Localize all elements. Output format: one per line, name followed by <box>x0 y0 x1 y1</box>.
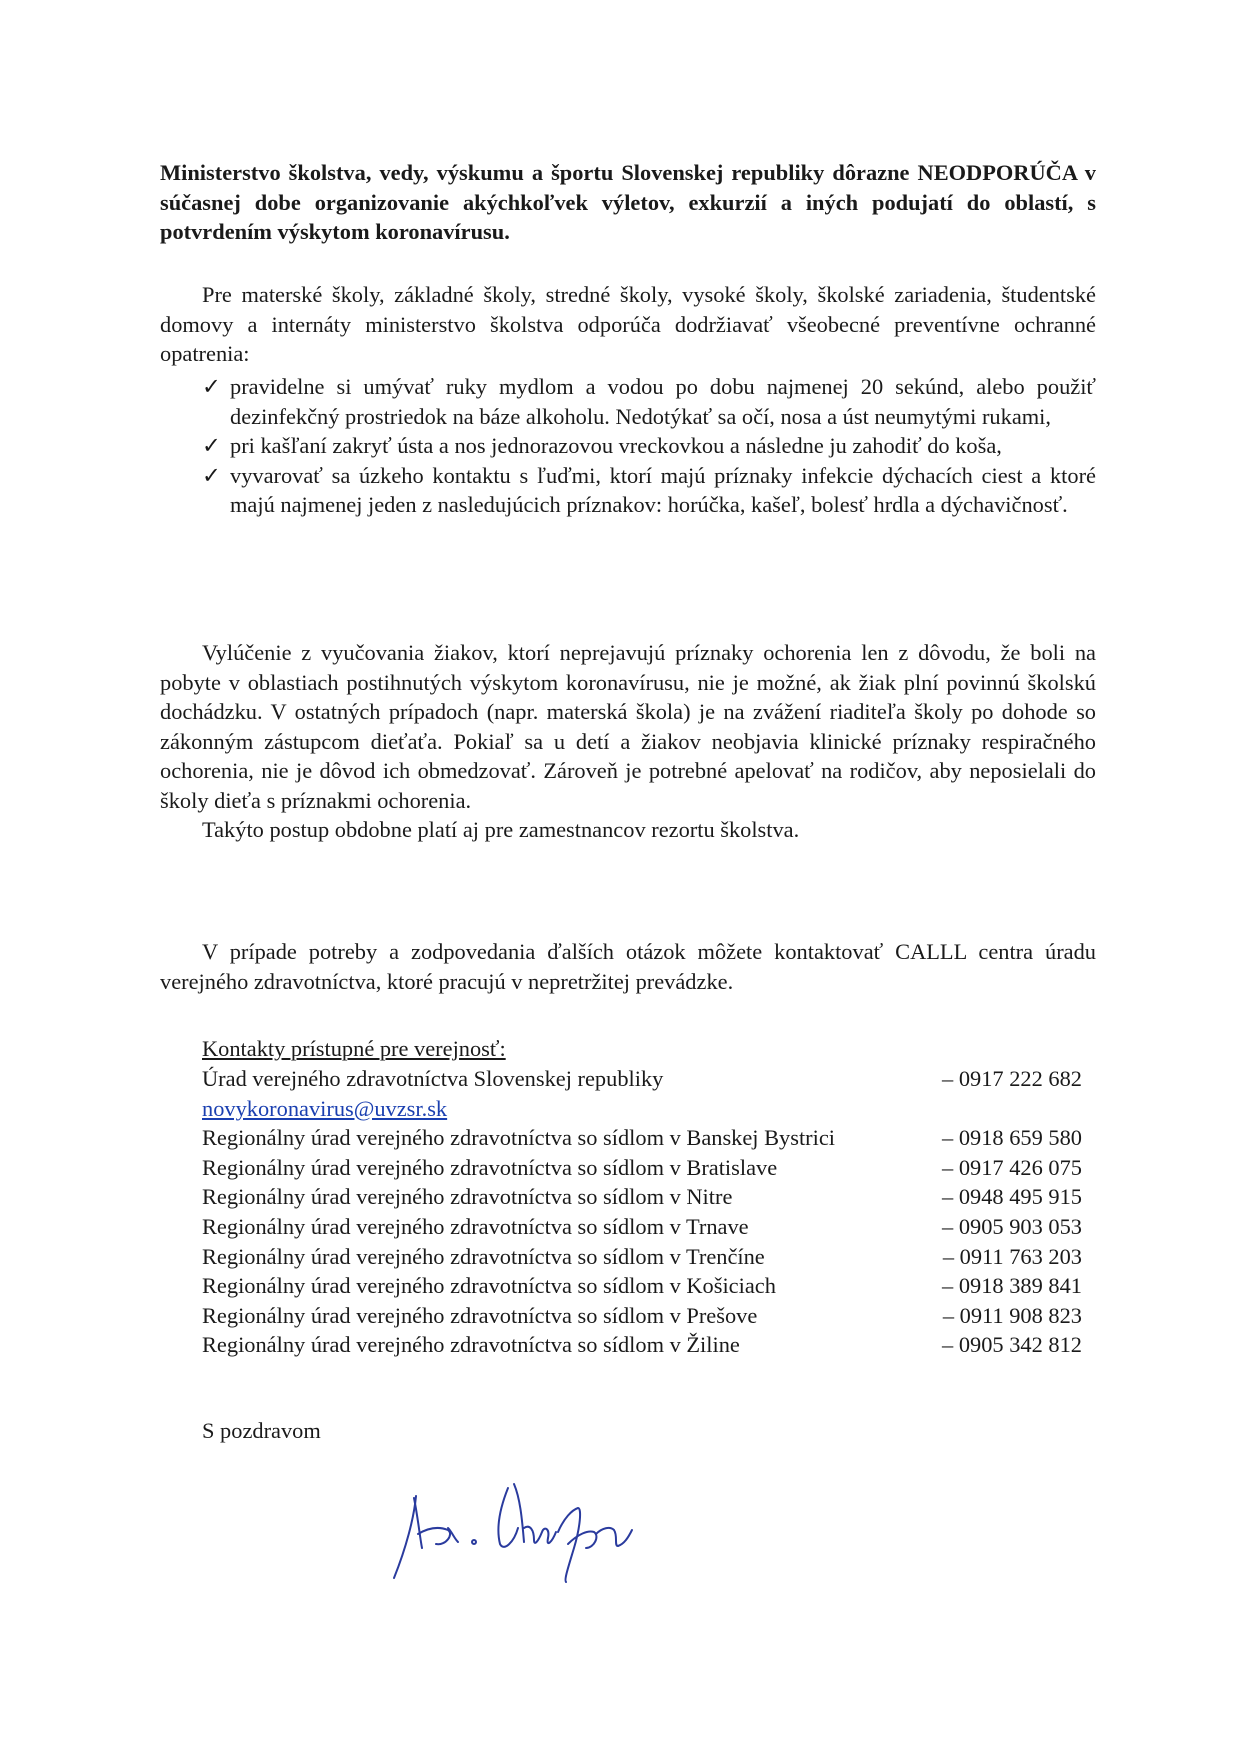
call-center-paragraph: V prípade potreby a zodpovedania ďalších otázok môžete kontaktovať CALLL centra úradu verejného zdravotníctva, ktoré pracujú v nepretržitej prevádzke. <box>160 939 1096 994</box>
checkmark-icon: ✓ <box>202 433 221 459</box>
contact-row <box>202 1271 1082 1301</box>
checkmark-icon: ✓ <box>202 462 221 488</box>
contact-phone: – 0905 342 812 <box>942 1332 1082 1358</box>
contacts-list <box>202 1064 1082 1360</box>
staff-paragraph: Takýto postup obdobne platí aj pre zamestnancov rezortu školstva. <box>202 817 800 842</box>
contact-name: Regionálny úrad verejného zdravotníctva so sídlom v Trenčíne <box>202 1243 765 1269</box>
contact-name: Regionálny úrad verejného zdravotníctva so sídlom v Trnave <box>202 1213 749 1239</box>
contact-phone: – 0905 903 053 <box>942 1213 1082 1239</box>
list-item-text: vyvarovať sa úzkeho kontaktu s ľuďmi, ktorí majú príznaky infekcie dýchacích ciest a ktoré majú najmenej jeden z nasledujúcich príznakov: horúčka, kašeľ, bolesť hrdla a dýchavičnosť. <box>230 462 1096 518</box>
closing-salutation: S pozdravom <box>202 1418 321 1443</box>
contact-name: Úrad verejného zdravotníctva Slovenskej republiky <box>202 1066 664 1091</box>
signature-strokes <box>394 1484 632 1582</box>
contact-row <box>202 1182 1082 1212</box>
checkmark-icon: ✓ <box>202 374 221 399</box>
contact-row <box>202 1064 1082 1094</box>
contact-phone: – 0917 222 682 <box>942 1066 1082 1091</box>
contact-phone: – 0918 389 841 <box>942 1273 1082 1299</box>
contact-email-link[interactable]: novykoronavirus@uvzsr.sk <box>202 1095 448 1121</box>
contact-phone: – 0918 659 580 <box>942 1125 1082 1151</box>
contact-row <box>202 1212 1082 1242</box>
contact-row <box>202 1094 1082 1124</box>
contact-row <box>202 1330 1082 1360</box>
list-item <box>202 372 1096 431</box>
contact-row <box>202 1153 1082 1183</box>
contact-name: Regionálny úrad verejného zdravotníctva so sídlom v Banskej Bystrici <box>202 1125 836 1151</box>
contact-row <box>202 1301 1082 1331</box>
preventive-measures-list <box>202 372 1096 520</box>
intro-paragraph: Pre materské školy, základné školy, stredné školy, vysoké školy, školské zariadenia, študentské domovy a internáty ministerstvo školstva odporúča dodržiavať všeobecné preventívne ochranné opatrenia: <box>160 282 1096 367</box>
contacts-heading: Kontakty prístupné pre verejnosť: <box>202 1036 506 1061</box>
contact-phone: – 0948 495 915 <box>942 1184 1082 1210</box>
contact-row <box>202 1242 1082 1272</box>
contact-name: Regionálny úrad verejného zdravotníctva so sídlom v Nitre <box>202 1184 733 1210</box>
contact-name: Regionálny úrad verejného zdravotníctva so sídlom v Bratislave <box>202 1154 778 1180</box>
contact-name: Regionálny úrad verejného zdravotníctva so sídlom v Žiline <box>202 1332 740 1358</box>
contact-row <box>202 1123 1082 1153</box>
signature-image <box>388 1468 648 1586</box>
document-heading: Ministerstvo školstva, vedy, výskumu a športu Slovenskej republiky dôrazne NEODPORÚČA v súčasnej dobe organizovanie akýchkoľvek výletov, exkurzií a iných podujatí do oblastí, s potvrdením výskytom koronavírusu. <box>160 160 1096 245</box>
list-item <box>202 461 1096 520</box>
list-item-text: pri kašľaní zakryť ústa a nos jednorazovou vreckovkou a následne ju zahodiť do koša, <box>230 433 1002 459</box>
contact-phone: – 0911 908 823 <box>942 1302 1082 1328</box>
list-item <box>202 431 1096 461</box>
contact-phone: – 0917 426 075 <box>942 1154 1082 1180</box>
exclusion-paragraph: Vylúčenie z vyučovania žiakov, ktorí neprejavujú príznaky ochorenia len z dôvodu, že boli na pobyte v oblastiach postihnutých výskytom koronavírusu, nie je možné, ak žiak plní povinnú školskú dochádzku. V ostatných prípadoch (napr. materská škola) je na zvážení riaditeľa školy po dohode so zákonným zástupcom dieťaťa. Pokiaľ sa u detí a žiakov neobjavia klinické príznaky respiračného ochorenia, nie je dôvod ich obmedzovať. Zároveň je potrebné apelovať na rodičov, aby neposielali do školy dieťa s príznakmi ochorenia. <box>160 640 1096 813</box>
contact-name: Regionálny úrad verejného zdravotníctva so sídlom v Košiciach <box>202 1273 776 1299</box>
contact-phone: – 0911 763 203 <box>942 1243 1082 1269</box>
contact-name: Regionálny úrad verejného zdravotníctva so sídlom v Prešove <box>202 1302 758 1328</box>
list-item-text: pravidelne si umývať ruky mydlom a vodou po dobu najmenej 20 sekúnd, alebo použiť dezinfekčný prostriedok na báze alkoholu. Nedotýkať sa očí, nosa a úst neumytými rukami, <box>230 374 1096 429</box>
